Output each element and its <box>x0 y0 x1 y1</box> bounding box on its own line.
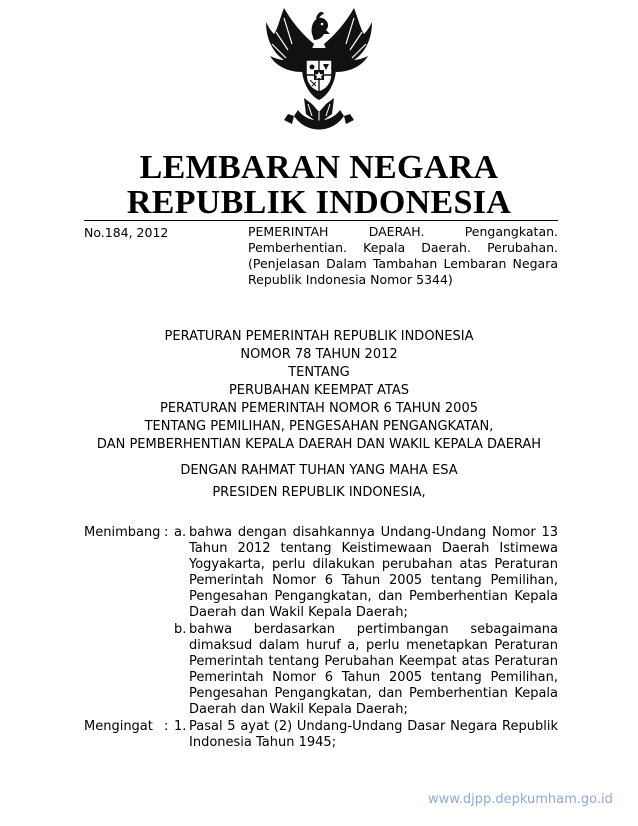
mengingat-item <box>84 719 558 751</box>
gazette-number: No.184, 2012 <box>84 225 169 240</box>
watermark-url: www.djpp.depkumham.go.id <box>428 792 613 807</box>
gazette-summary: PEMERINTAH DAERAH. Pengangkatan. Pemberhentian. Kepala Daerah. Perubahan. (Penjelasan Dalam Tambahan Lembaran Negara Republik Indonesia Nomor 5344) <box>248 224 558 287</box>
menimbang-label: Menimbang <box>84 525 161 540</box>
regulation-number: NOMOR 78 TAHUN 2012 <box>240 347 398 362</box>
mengingat-section <box>84 719 558 751</box>
menimbang-marker-a: a. <box>174 525 187 540</box>
regulation-subject-3: TENTANG PEMILIHAN, PENGESAHAN PENGANGKATAN, <box>144 419 494 434</box>
regulation-subject-1: PERUBAHAN KEEMPAT ATAS <box>228 383 410 398</box>
menimbang-marker-b: b. <box>174 622 187 637</box>
regulation-heading: PERATURAN PEMERINTAH REPUBLIK INDONESIA <box>164 329 474 344</box>
masthead-divider <box>84 220 558 221</box>
menimbang-item <box>84 525 558 621</box>
menimbang-text-a: bahwa dengan disahkannya Undang-Undang Nomor 13 Tahun 2012 tentang Keistimewaan Daerah Istimewa Yogyakarta, perlu dilakukan perubahan atas Peraturan Pemerintah Nomor 6 Tahun 2005 tentang Pemilihan, Pengesahan Pengangkatan, dan Pemberhentian Kepala Daerah dan Wakil Kepala Daerah; <box>189 525 558 620</box>
gazette-masthead-subtitle: REPUBLIK INDONESIA <box>126 184 512 221</box>
menimbang-colon: : <box>164 525 169 540</box>
regulation-subject-4: DAN PEMBERHENTIAN KEPALA DAERAH DAN WAKIL KEPALA DAERAH <box>96 437 542 452</box>
regulation-subject-2: PERATURAN PEMERINTAH NOMOR 6 TAHUN 2005 <box>160 401 478 416</box>
menimbang-text-b: bahwa berdasarkan pertimbangan sebagaimana dimaksud dalam huruf a, perlu menetapkan Peraturan Pemerintah tentang Perubahan Keempat atas Peraturan Pemerintah Nomor 6 Tahun 2005 tentang Pemilihan, Pengesahan Pengangkatan, dan Pemberhentian Kepala Daerah dan Wakil Kepala Daerah; <box>189 622 558 717</box>
president-heading: PRESIDEN REPUBLIK INDONESIA, <box>212 485 426 500</box>
mengingat-colon: : <box>164 719 169 734</box>
mengingat-text-1: Pasal 5 ayat (2) Undang-Undang Dasar Negara Republik Indonesia Tahun 1945; <box>189 719 558 750</box>
mengingat-marker-1: 1. <box>174 719 187 734</box>
regulation-tentang: TENTANG <box>288 365 350 380</box>
menimbang-item <box>84 622 558 718</box>
garuda-emblem-icon <box>262 4 376 142</box>
menimbang-section <box>84 525 558 718</box>
gazette-masthead-title: LEMBARAN NEGARA <box>139 149 499 186</box>
invocation: DENGAN RAHMAT TUHAN YANG MAHA ESA <box>180 463 458 478</box>
mengingat-label: Mengingat <box>84 719 153 734</box>
